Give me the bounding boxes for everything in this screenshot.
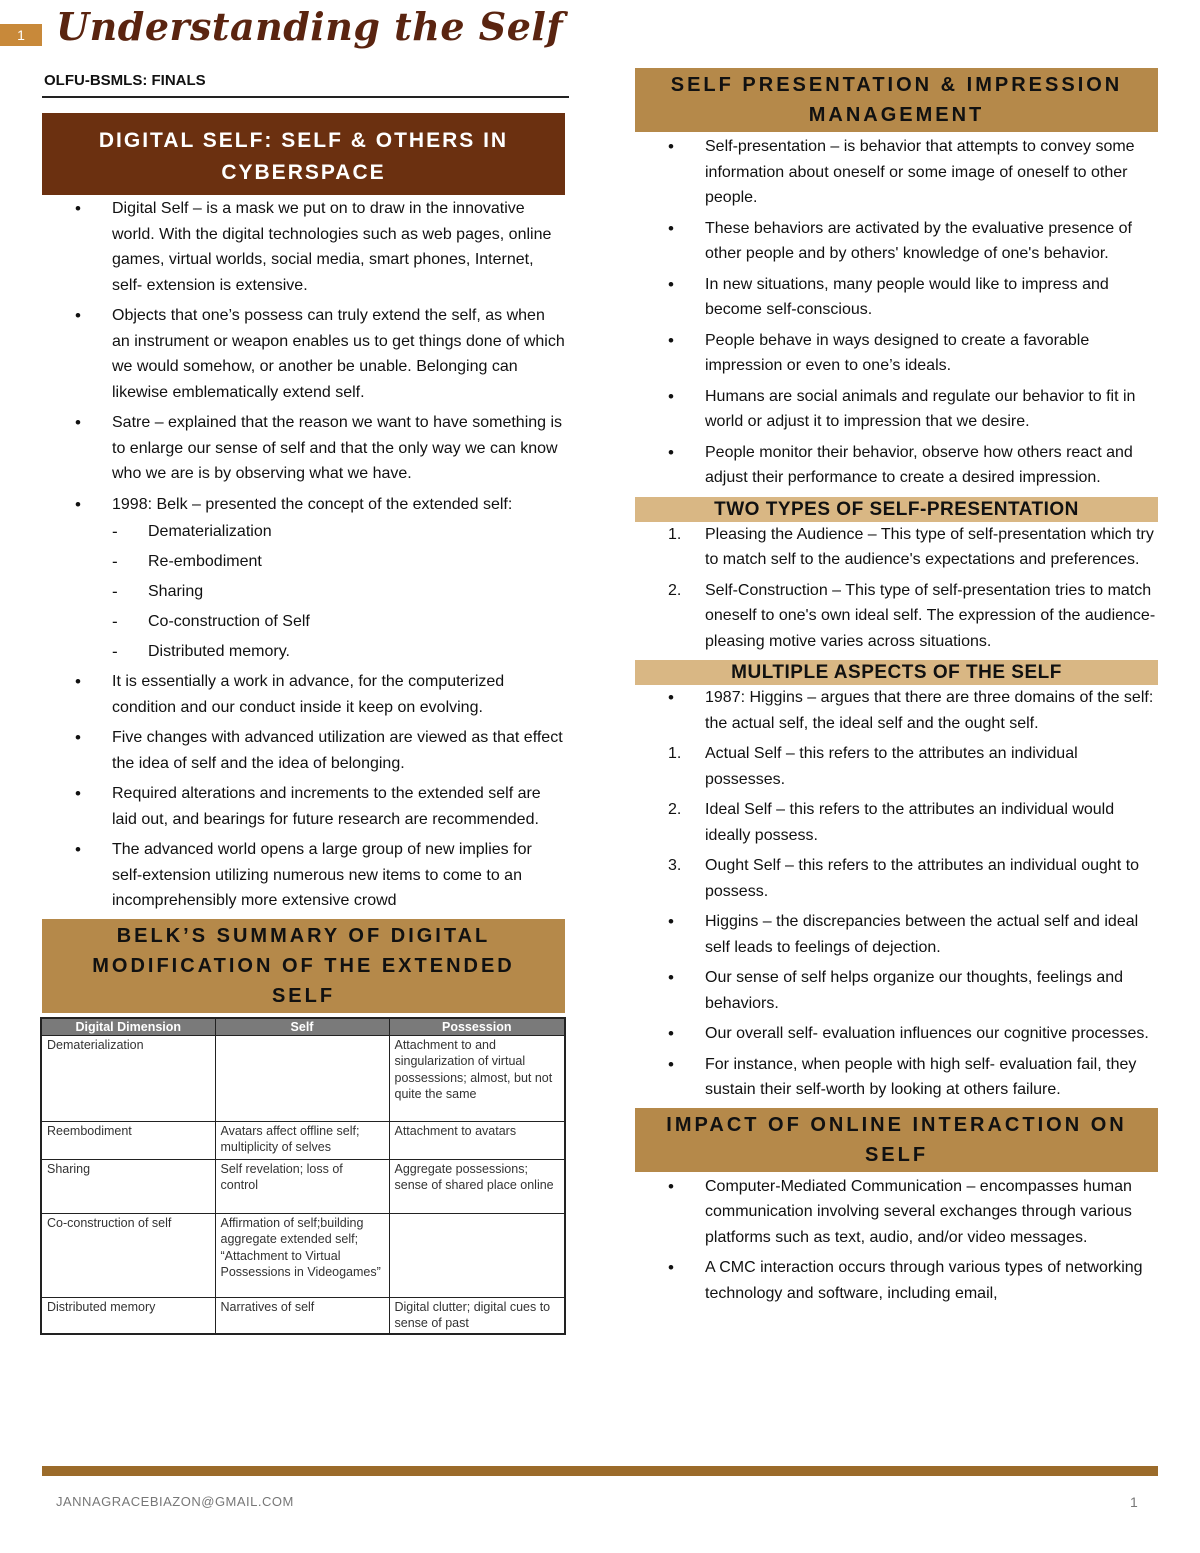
table-cell: Self revelation; loss of control	[215, 1159, 389, 1213]
table-cell	[215, 1035, 389, 1121]
footer-email: JANNAGRACEBIAZON@GMAIL.COM	[56, 1494, 294, 1509]
table-cell: Reembodiment	[41, 1121, 215, 1159]
item-number: 2.	[668, 581, 682, 599]
item-text: Pleasing the Audience – This type of self-presentation which try to match self to the audience's expectations and preferences.	[705, 525, 1154, 568]
list-item	[635, 797, 1158, 848]
two-types-list	[635, 522, 1158, 655]
item-text: Self-Construction – This type of self-presentation tries to match oneself to one's own ideal self. The expression of the audience-pleasing motive varies across situations.	[705, 581, 1156, 650]
list-item: • Digital Self – is a mask we put on to draw in the innovative world. With the digital technologies such as web pages, online games, virtual worlds, social media, smart phones, Internet, self- extension is extensive.	[42, 196, 565, 298]
higgins-bullet	[635, 685, 1158, 736]
item-text: Ought Self – this refers to the attributes an individual ought to possess.	[705, 857, 1140, 900]
table-row	[41, 1297, 565, 1334]
list-item	[635, 522, 1158, 573]
item-number: 1.	[668, 525, 682, 543]
list-item	[635, 741, 1158, 792]
list-item: • Satre – explained that the reason we want to have something is to enlarge our sense of self and that the only way we can know who we are is by observing what we have.	[42, 410, 565, 487]
list-item: • For instance, when people with high self- evaluation fail, they sustain their self-worth by looking at others failure.	[635, 1052, 1158, 1103]
dash-item: - Sharing	[112, 579, 565, 604]
left-column	[42, 113, 565, 1335]
list-item	[635, 853, 1158, 904]
table-cell: Attachment to and singularization of virtual possessions; almost, but not quite the same	[389, 1035, 565, 1121]
dash-item: - Dematerialization	[112, 519, 565, 544]
list-item: • Objects that one’s possess can truly extend the self, as when an instrument or weapon enables us to get things done of which we would somehow, or another be unable. Belonging can likewise emblematically extend self.	[42, 303, 565, 405]
list-item: • Computer-Mediated Communication – encompasses human communication involving several exchanges through various platforms such as text, audio, and/or video messages.	[635, 1174, 1158, 1251]
list-item: • A CMC interaction occurs through various types of networking technology and software, including email,	[635, 1255, 1158, 1306]
column-header: Possession	[389, 1018, 565, 1036]
list-item: • Our overall self- evaluation influences our cognitive processes.	[635, 1021, 1158, 1047]
course-subheader: OLFU-BSMLS: FINALS	[44, 72, 206, 89]
self-domains-list	[635, 741, 1158, 904]
list-item	[42, 492, 565, 665]
list-item: • It is essentially a work in advance, for the computerized condition and our conduct inside it keep on evolving.	[42, 669, 565, 720]
list-item: • 1987: Higgins – argues that there are three domains of the self: the actual self, the ideal self and the ought self.	[635, 685, 1158, 736]
footer-page-number: 1	[1130, 1494, 1138, 1510]
extended-self-concepts	[112, 519, 565, 664]
table-cell	[389, 1213, 565, 1297]
table-cell: Sharing	[41, 1159, 215, 1213]
table-row	[41, 1035, 565, 1121]
list-item: • People monitor their behavior, observe how others react and adjust their performance to create a desired impression.	[635, 440, 1158, 491]
table-row	[41, 1213, 565, 1297]
table-row	[41, 1159, 565, 1213]
list-item: • Higgins – the discrepancies between the actual self and ideal self leads to feelings of dejection.	[635, 909, 1158, 960]
table-cell: Co-construction of self	[41, 1213, 215, 1297]
list-item: • In new situations, many people would like to impress and become self-conscious.	[635, 272, 1158, 323]
section-banner-online-interaction: IMPACT OF ONLINE INTERACTION ON SELF	[635, 1108, 1158, 1172]
footer-bar	[42, 1466, 1158, 1476]
dash-item: - Re-embodiment	[112, 549, 565, 574]
list-item: • These behaviors are activated by the evaluative presence of other people and by others' knowledge of one's behavior.	[635, 216, 1158, 267]
dash-item: - Distributed memory.	[112, 639, 565, 664]
dash-item: - Co-construction of Self	[112, 609, 565, 634]
item-number: 3.	[668, 857, 682, 874]
list-item	[635, 578, 1158, 655]
list-item: • Five changes with advanced utilization are viewed as that effect the idea of self and the idea of belonging.	[42, 725, 565, 776]
item-number: 2.	[668, 801, 682, 818]
section-banner-self-presentation: SELF PRESENTATION & IMPRESSION MANAGEMENT	[635, 68, 1158, 132]
table-cell: Attachment to avatars	[389, 1121, 565, 1159]
item-text: Ideal Self – this refers to the attributes an individual would ideally possess.	[705, 801, 1115, 844]
table-cell: Dematerialization	[41, 1035, 215, 1121]
header-divider	[42, 96, 569, 98]
table-cell: Aggregate possessions; sense of shared place online	[389, 1159, 565, 1213]
belk-concept-text: 1998: Belk – presented the concept of the extended self:	[112, 495, 513, 513]
list-item: • Required alterations and increments to the extended self are laid out, and bearings for future research are recommended.	[42, 781, 565, 832]
table-header-row	[41, 1018, 565, 1036]
belk-summary-table	[40, 1017, 566, 1335]
document-title: Understanding the Self	[56, 4, 564, 49]
right-column	[635, 68, 1158, 1311]
table-row	[41, 1121, 565, 1159]
table-cell: Narratives of self	[215, 1297, 389, 1334]
item-text: Actual Self – this refers to the attributes an individual possesses.	[705, 745, 1078, 788]
list-item: • Our sense of self helps organize our thoughts, feelings and behaviors.	[635, 965, 1158, 1016]
subsection-two-types: TWO TYPES OF SELF-PRESENTATION	[635, 497, 1158, 522]
list-item: • The advanced world opens a large group of new implies for self-extension utilizing numerous new items to come to an incomprehensibly more extensive crowd	[42, 837, 565, 914]
self-evaluation-bullets	[635, 909, 1158, 1103]
list-item: • People behave in ways designed to create a favorable impression or even to one’s ideals.	[635, 328, 1158, 379]
digital-self-bullets	[42, 196, 565, 914]
subsection-multiple-aspects: MULTIPLE ASPECTS OF THE SELF	[635, 660, 1158, 685]
table-cell: Affirmation of self;building aggregate extended self; “Attachment to Virtual Possessions in Videogames”	[215, 1213, 389, 1297]
column-header: Digital Dimension	[41, 1018, 215, 1036]
self-presentation-bullets	[635, 134, 1158, 491]
table-cell: Digital clutter; digital cues to sense of past	[389, 1297, 565, 1334]
section-banner-belk-summary: BELK’S SUMMARY OF DIGITAL MODIFICATION OF THE EXTENDED SELF	[42, 919, 565, 1013]
table-cell: Distributed memory	[41, 1297, 215, 1334]
online-interaction-bullets	[635, 1174, 1158, 1307]
column-header: Self	[215, 1018, 389, 1036]
section-banner-digital-self: DIGITAL SELF: SELF & OTHERS IN CYBERSPACE	[42, 113, 565, 195]
page-number-badge: 1	[0, 24, 42, 46]
list-item: • Humans are social animals and regulate our behavior to fit in world or adjust it to impression that we desire.	[635, 384, 1158, 435]
item-number: 1.	[668, 745, 682, 762]
table-cell: Avatars affect offline self; multiplicity of selves	[215, 1121, 389, 1159]
list-item: • Self-presentation – is behavior that attempts to convey some information about oneself or some image of oneself to other people.	[635, 134, 1158, 211]
